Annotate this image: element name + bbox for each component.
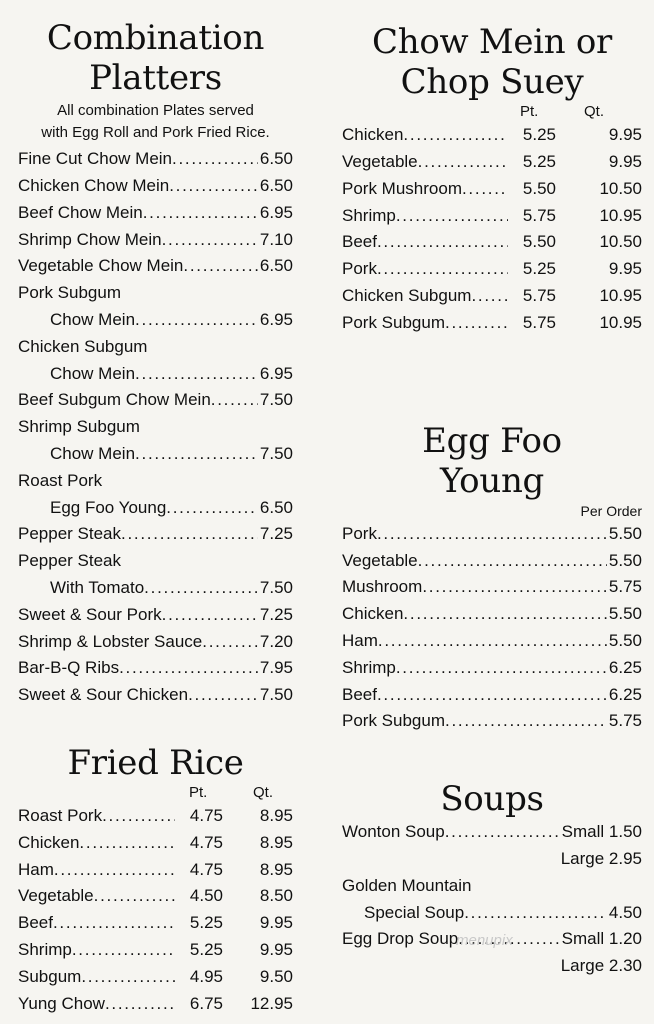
item-name: Sweet & Sour Pork bbox=[18, 604, 162, 624]
leader-dots bbox=[105, 991, 175, 1018]
leader-dots bbox=[445, 708, 607, 735]
combination-title-line2: Platters bbox=[89, 58, 222, 99]
item-name: Pork Subgum bbox=[18, 283, 121, 303]
item-price-pint: 4.75 bbox=[189, 806, 223, 826]
egg-foo-young-list bbox=[342, 521, 642, 735]
leader-dots bbox=[377, 229, 508, 256]
combination-item bbox=[18, 280, 293, 307]
item-price-quart: 10.95 bbox=[599, 205, 642, 225]
leader-dots bbox=[162, 227, 258, 254]
item-price-pint: 4.75 bbox=[189, 859, 223, 879]
leader-dots bbox=[378, 628, 607, 655]
item-name: Pepper Steak bbox=[18, 551, 122, 571]
chow-mein-item bbox=[342, 256, 642, 283]
leader-dots bbox=[445, 310, 508, 337]
combination-note-line2: with Egg Roll and Pork Fried Rice. bbox=[41, 124, 270, 142]
leader-dots bbox=[462, 176, 508, 203]
soup-name: Egg Drop Soup bbox=[342, 929, 459, 949]
combination-item-cont bbox=[18, 495, 293, 522]
soup-name: Golden Mountain bbox=[342, 875, 472, 895]
leader-dots bbox=[403, 122, 508, 149]
combination-item-cont bbox=[18, 575, 293, 602]
fried-rice-qt-header: Qt. bbox=[253, 784, 274, 802]
item-price: 5.50 bbox=[608, 550, 642, 570]
item-price: 5.50 bbox=[608, 604, 642, 624]
soup-row-golden-cont bbox=[342, 900, 642, 927]
item-price-quart: 9.95 bbox=[608, 259, 642, 279]
combination-item bbox=[18, 414, 293, 441]
item-name: Beef bbox=[342, 232, 377, 252]
item-price-pint: 5.75 bbox=[522, 205, 556, 225]
egg-foo-young-item bbox=[342, 708, 642, 735]
egg-foo-young-item bbox=[342, 574, 642, 601]
fried-rice-item bbox=[18, 830, 293, 857]
egg-foo-young-item bbox=[342, 628, 642, 655]
combination-item-cont bbox=[18, 441, 293, 468]
item-name-cont: Chow Mein bbox=[50, 363, 136, 383]
leader-dots bbox=[377, 256, 508, 283]
item-price: 7.50 bbox=[259, 390, 293, 410]
item-name: Chicken Chow Mein bbox=[18, 176, 170, 196]
combination-item bbox=[18, 682, 293, 709]
item-price: 7.50 bbox=[259, 577, 293, 597]
chow-mein-item bbox=[342, 283, 642, 310]
leader-dots bbox=[166, 495, 258, 522]
combination-item-cont bbox=[18, 307, 293, 334]
soup-name: Wonton Soup bbox=[342, 822, 445, 842]
item-name: Shrimp Chow Mein bbox=[18, 229, 162, 249]
leader-dots bbox=[72, 937, 175, 964]
item-price: 7.25 bbox=[259, 524, 293, 544]
leader-dots bbox=[188, 682, 258, 709]
leader-dots bbox=[119, 655, 258, 682]
left-column bbox=[18, 0, 293, 1017]
egg-foo-young-item bbox=[342, 521, 642, 548]
item-name: Pork bbox=[342, 259, 377, 279]
combination-item bbox=[18, 602, 293, 629]
item-name: Chicken bbox=[18, 832, 80, 852]
item-name: Pork Subgum bbox=[342, 711, 445, 731]
item-name: Shrimp bbox=[342, 657, 396, 677]
leader-dots bbox=[121, 521, 258, 548]
fried-rice-item bbox=[18, 857, 293, 884]
item-price-pint: 4.50 bbox=[189, 886, 223, 906]
chow-mein-item bbox=[342, 122, 642, 149]
item-price: 7.10 bbox=[259, 229, 293, 249]
item-name: Roast Pork bbox=[18, 806, 103, 826]
soup-row-egg-drop-large bbox=[342, 953, 642, 980]
fried-rice-item bbox=[18, 964, 293, 991]
chow-mein-item bbox=[342, 203, 642, 230]
egg-foo-young-title-line1: Egg Foo bbox=[422, 420, 562, 461]
soup-price-large: Large 2.95 bbox=[560, 849, 642, 869]
leader-dots bbox=[471, 283, 508, 310]
combination-item bbox=[18, 227, 293, 254]
item-name: Pepper Steak bbox=[18, 524, 122, 544]
leader-dots bbox=[144, 575, 258, 602]
item-name: Pork bbox=[342, 523, 377, 543]
item-price-pint: 5.50 bbox=[522, 178, 556, 198]
chow-mein-pt-header: Pt. bbox=[520, 103, 539, 121]
leader-dots bbox=[418, 149, 508, 176]
item-price: 6.50 bbox=[259, 149, 293, 169]
item-name: Vegetable bbox=[18, 886, 94, 906]
item-name: Beef bbox=[342, 684, 377, 704]
leader-dots bbox=[135, 361, 258, 388]
leader-dots bbox=[418, 548, 607, 575]
combination-item bbox=[18, 334, 293, 361]
soup-row-wonton-large bbox=[342, 846, 642, 873]
item-price-pint: 4.75 bbox=[189, 832, 223, 852]
item-price-pint: 5.25 bbox=[522, 259, 556, 279]
item-price-pint: 5.25 bbox=[522, 152, 556, 172]
leader-dots bbox=[81, 964, 175, 991]
combination-note bbox=[18, 100, 293, 144]
item-name-cont: Chow Mein bbox=[50, 443, 136, 463]
item-price: 6.25 bbox=[608, 657, 642, 677]
item-price-pint: 5.75 bbox=[522, 312, 556, 332]
leader-dots bbox=[422, 574, 607, 601]
item-name: Bar-B-Q Ribs bbox=[18, 658, 120, 678]
item-price: 6.50 bbox=[259, 176, 293, 196]
chow-mein-item bbox=[342, 149, 642, 176]
item-price-quart: 12.95 bbox=[250, 993, 293, 1013]
chow-mein-title-line2: Chop Suey bbox=[400, 62, 584, 103]
item-name: Pork Subgum bbox=[342, 312, 445, 332]
combination-item bbox=[18, 253, 293, 280]
combination-item bbox=[18, 173, 293, 200]
fried-rice-item bbox=[18, 883, 293, 910]
soup-price-small: Small 1.50 bbox=[561, 822, 642, 842]
item-price-pint: 5.25 bbox=[189, 940, 223, 960]
item-name: Shrimp bbox=[18, 940, 72, 960]
leader-dots bbox=[445, 819, 560, 846]
item-price: 5.50 bbox=[608, 523, 642, 543]
item-name: Chicken Subgum bbox=[342, 286, 472, 305]
chow-mein-item bbox=[342, 229, 642, 256]
soups-title: Soups bbox=[440, 779, 544, 820]
item-price-pint: 5.50 bbox=[522, 232, 556, 252]
chow-mein-title-line1: Chow Mein or bbox=[372, 22, 612, 62]
item-price: 6.25 bbox=[608, 684, 642, 704]
combination-item bbox=[18, 468, 293, 495]
item-name: Shrimp & Lobster Sauce bbox=[18, 631, 203, 651]
item-price-pint: 5.25 bbox=[522, 125, 556, 145]
egg-foo-young-title bbox=[342, 421, 642, 501]
item-price-quart: 10.50 bbox=[599, 232, 642, 252]
fried-rice-item bbox=[18, 991, 293, 1018]
fried-rice-list bbox=[18, 803, 293, 1017]
item-name: Ham bbox=[342, 631, 378, 650]
item-price: 5.50 bbox=[608, 631, 642, 650]
item-price-quart: 9.95 bbox=[259, 913, 293, 933]
combination-note-line1: All combination Plates served bbox=[57, 102, 254, 120]
combination-item bbox=[18, 655, 293, 682]
leader-dots bbox=[377, 682, 607, 709]
per-order-label: Per Order bbox=[580, 502, 642, 519]
leader-dots bbox=[396, 203, 508, 230]
fried-rice-item bbox=[18, 803, 293, 830]
item-price-quart: 8.95 bbox=[259, 832, 293, 852]
item-name: Beef Chow Mein bbox=[18, 202, 143, 222]
item-price: 5.75 bbox=[608, 577, 642, 597]
leader-dots bbox=[135, 441, 258, 468]
item-name: Yung Chow bbox=[18, 993, 105, 1013]
leader-dots bbox=[162, 602, 258, 629]
item-price-quart: 9.50 bbox=[259, 966, 293, 986]
item-name: Roast Pork bbox=[18, 470, 103, 490]
leader-dots bbox=[143, 200, 258, 227]
item-name: Mushroom bbox=[342, 577, 423, 597]
leader-dots bbox=[54, 857, 175, 884]
item-price: 7.50 bbox=[259, 685, 293, 705]
item-price-pint: 4.95 bbox=[189, 966, 223, 986]
item-price: 7.95 bbox=[259, 658, 293, 678]
item-price-quart: 10.95 bbox=[599, 312, 642, 332]
combination-item bbox=[18, 521, 293, 548]
item-name-cont: With Tomato bbox=[50, 577, 145, 597]
leader-dots bbox=[79, 830, 175, 857]
chow-mein-col-headers bbox=[342, 102, 642, 122]
item-name: Beef Subgum Chow Mein bbox=[18, 390, 211, 410]
item-price: 7.20 bbox=[259, 631, 293, 651]
combination-item bbox=[18, 146, 293, 173]
leader-dots bbox=[172, 146, 258, 173]
leader-dots bbox=[135, 307, 258, 334]
item-price-pint: 6.75 bbox=[189, 993, 223, 1013]
chow-mein-title bbox=[342, 22, 642, 102]
egg-foo-young-item bbox=[342, 548, 642, 575]
chow-mein-list bbox=[342, 122, 642, 336]
combination-title-line1: Combination bbox=[46, 18, 265, 58]
combination-item bbox=[18, 387, 293, 414]
item-price: 6.50 bbox=[259, 497, 293, 517]
leader-dots bbox=[169, 173, 258, 200]
item-name: Pork Mushroom bbox=[342, 178, 462, 198]
chow-mein-item bbox=[342, 310, 642, 337]
watermark: menupix bbox=[456, 932, 513, 949]
soup-name-cont: Special Soup bbox=[364, 902, 465, 922]
item-price-pint: 5.75 bbox=[522, 286, 556, 305]
item-name: Vegetable bbox=[342, 550, 418, 570]
item-price: 6.95 bbox=[259, 363, 293, 383]
egg-foo-young-item bbox=[342, 682, 642, 709]
right-column bbox=[342, 0, 642, 980]
item-price: 6.95 bbox=[259, 202, 293, 222]
item-name: Chicken bbox=[342, 604, 404, 624]
soups-list bbox=[342, 819, 642, 980]
item-price-quart: 9.95 bbox=[259, 940, 293, 960]
item-name-cont: Egg Foo Young bbox=[50, 497, 167, 517]
fried-rice-pt-header: Pt. bbox=[189, 784, 208, 802]
chow-mein-item bbox=[342, 176, 642, 203]
egg-foo-young-title-line2: Young bbox=[439, 460, 545, 501]
leader-dots bbox=[183, 253, 258, 280]
combination-item bbox=[18, 629, 293, 656]
leader-dots bbox=[94, 883, 175, 910]
item-name: Vegetable bbox=[342, 152, 418, 172]
item-name: Shrimp Subgum bbox=[18, 417, 140, 437]
leader-dots bbox=[377, 521, 607, 548]
item-name: Sweet & Sour Chicken bbox=[18, 685, 189, 705]
item-price-quart: 9.95 bbox=[608, 152, 642, 172]
item-price: 7.25 bbox=[259, 604, 293, 624]
soup-price-large: Large 2.30 bbox=[560, 956, 642, 976]
item-name: Beef bbox=[18, 913, 53, 933]
item-name: Fine Cut Chow Mein bbox=[18, 149, 173, 169]
leader-dots bbox=[464, 900, 607, 927]
item-name: Chicken Subgum bbox=[18, 336, 148, 356]
item-name: Subgum bbox=[18, 966, 82, 986]
soup-price: 4.50 bbox=[608, 902, 642, 922]
item-price-quart: 10.95 bbox=[599, 286, 642, 305]
item-name: Chicken bbox=[342, 125, 404, 145]
item-price: 7.50 bbox=[259, 443, 293, 463]
egg-foo-young-item bbox=[342, 655, 642, 682]
item-price-quart: 10.50 bbox=[599, 178, 642, 198]
item-price: 6.95 bbox=[259, 310, 293, 329]
leader-dots bbox=[53, 910, 175, 937]
fried-rice-item bbox=[18, 937, 293, 964]
item-name: Shrimp bbox=[342, 205, 396, 225]
chow-mein-qt-header: Qt. bbox=[584, 103, 605, 121]
item-price: 6.50 bbox=[259, 256, 293, 276]
combination-title bbox=[18, 18, 293, 98]
combination-item bbox=[18, 548, 293, 575]
item-name: Vegetable Chow Mein bbox=[18, 256, 184, 276]
item-price-quart: 8.50 bbox=[259, 886, 293, 906]
leader-dots bbox=[396, 655, 607, 682]
soup-row-wonton bbox=[342, 819, 642, 846]
item-name: Ham bbox=[18, 859, 54, 879]
item-price-quart: 9.95 bbox=[608, 125, 642, 145]
item-price-quart: 8.95 bbox=[259, 859, 293, 879]
egg-foo-young-item bbox=[342, 601, 642, 628]
fried-rice-item bbox=[18, 910, 293, 937]
fried-rice-col-headers bbox=[18, 783, 293, 803]
item-price: 5.75 bbox=[608, 711, 642, 731]
leader-dots bbox=[403, 601, 606, 628]
soup-row-golden bbox=[342, 873, 642, 900]
soup-price-small: Small 1.20 bbox=[561, 929, 642, 949]
fried-rice-title: Fried Rice bbox=[67, 742, 244, 783]
combination-list bbox=[18, 146, 293, 709]
item-name-cont: Chow Mein bbox=[50, 310, 136, 329]
leader-dots bbox=[211, 387, 258, 414]
combination-item bbox=[18, 200, 293, 227]
leader-dots bbox=[102, 803, 175, 830]
leader-dots bbox=[202, 629, 258, 656]
item-price-pint: 5.25 bbox=[189, 913, 223, 933]
combination-item-cont bbox=[18, 361, 293, 388]
item-price-quart: 8.95 bbox=[259, 806, 293, 826]
